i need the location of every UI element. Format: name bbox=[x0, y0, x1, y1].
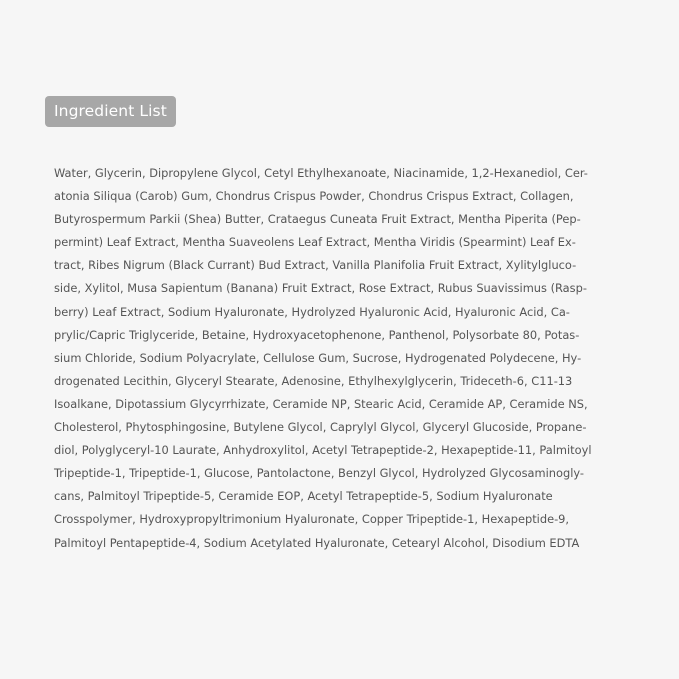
ingredient-line: side, Xylitol, Musa Sapientum (Banana) Fruit Extract, Rose Extract, Rubus Suavissimus (Rasp- bbox=[54, 281, 587, 296]
ingredient-line: cans, Palmitoyl Tripeptide-5, Ceramide EOP, Acetyl Tetrapeptide-5, Sodium Hyaluronate bbox=[54, 489, 553, 504]
ingredient-line: atonia Siliqua (Carob) Gum, Chondrus Crispus Powder, Chondrus Crispus Extract, Collagen, bbox=[54, 189, 574, 204]
ingredient-line: Water, Glycerin, Dipropylene Glycol, Cetyl Ethylhexanoate, Niacinamide, 1,2-Hexanediol, Cer- bbox=[54, 166, 588, 180]
ingredient-text bbox=[54, 162, 614, 555]
ingredient-line: berry) Leaf Extract, Sodium Hyaluronate, Hydrolyzed Hyaluronic Acid, Hyaluronic Acid, Ca- bbox=[54, 304, 570, 319]
ingredient-line: tract, Ribes Nigrum (Black Currant) Bud Extract, Vanilla Planifolia Fruit Extract, Xylitylgluco- bbox=[54, 258, 577, 273]
ingredient-line: permint) Leaf Extract, Mentha Suaveolens Leaf Extract, Mentha Viridis (Spearmint) Leaf Ex- bbox=[54, 235, 576, 250]
ingredient-line: Crosspolymer, Hydroxypropyltrimonium Hyaluronate, Copper Tripeptide-1, Hexapeptide-9, bbox=[54, 512, 570, 527]
ingredient-line: Isoalkane, Dipotassium Glycyrrhizate, Ceramide NP, Stearic Acid, Ceramide AP, Ceramide NS, bbox=[54, 396, 588, 411]
ingredient-line: Cholesterol, Phytosphingosine, Butylene Glycol, Caprylyl Glycol, Glyceryl Glucoside, Propane- bbox=[54, 420, 587, 435]
ingredient-line: Palmitoyl Pentapeptide-4, Sodium Acetylated Hyaluronate, Cetearyl Alcohol, Disodium EDTA bbox=[54, 535, 580, 550]
ingredient-list-badge: Ingredient List bbox=[45, 96, 176, 127]
ingredient-line: drogenated Lecithin, Glyceryl Stearate, Adenosine, Ethylhexylglycerin, Trideceth-6, C11-13 bbox=[54, 373, 573, 388]
ingredient-line: Butyrospermum Parkii (Shea) Butter, Crataegus Cuneata Fruit Extract, Mentha Piperita (Pep- bbox=[54, 212, 581, 227]
ingredient-line: sium Chloride, Sodium Polyacrylate, Cellulose Gum, Sucrose, Hydrogenated Polydecene, Hy- bbox=[54, 350, 582, 365]
ingredient-line: Tripeptide-1, Tripeptide-1, Glucose, Pantolactone, Benzyl Glycol, Hydrolyzed Glycosaminogly- bbox=[54, 466, 585, 481]
ingredient-line: prylic/Capric Triglyceride, Betaine, Hydroxyacetophenone, Panthenol, Polysorbate 80, Potas- bbox=[54, 327, 580, 342]
ingredient-line: diol, Polyglyceryl-10 Laurate, Anhydroxylitol, Acetyl Tetrapeptide-2, Hexapeptide-11, Palmitoyl bbox=[54, 443, 592, 458]
